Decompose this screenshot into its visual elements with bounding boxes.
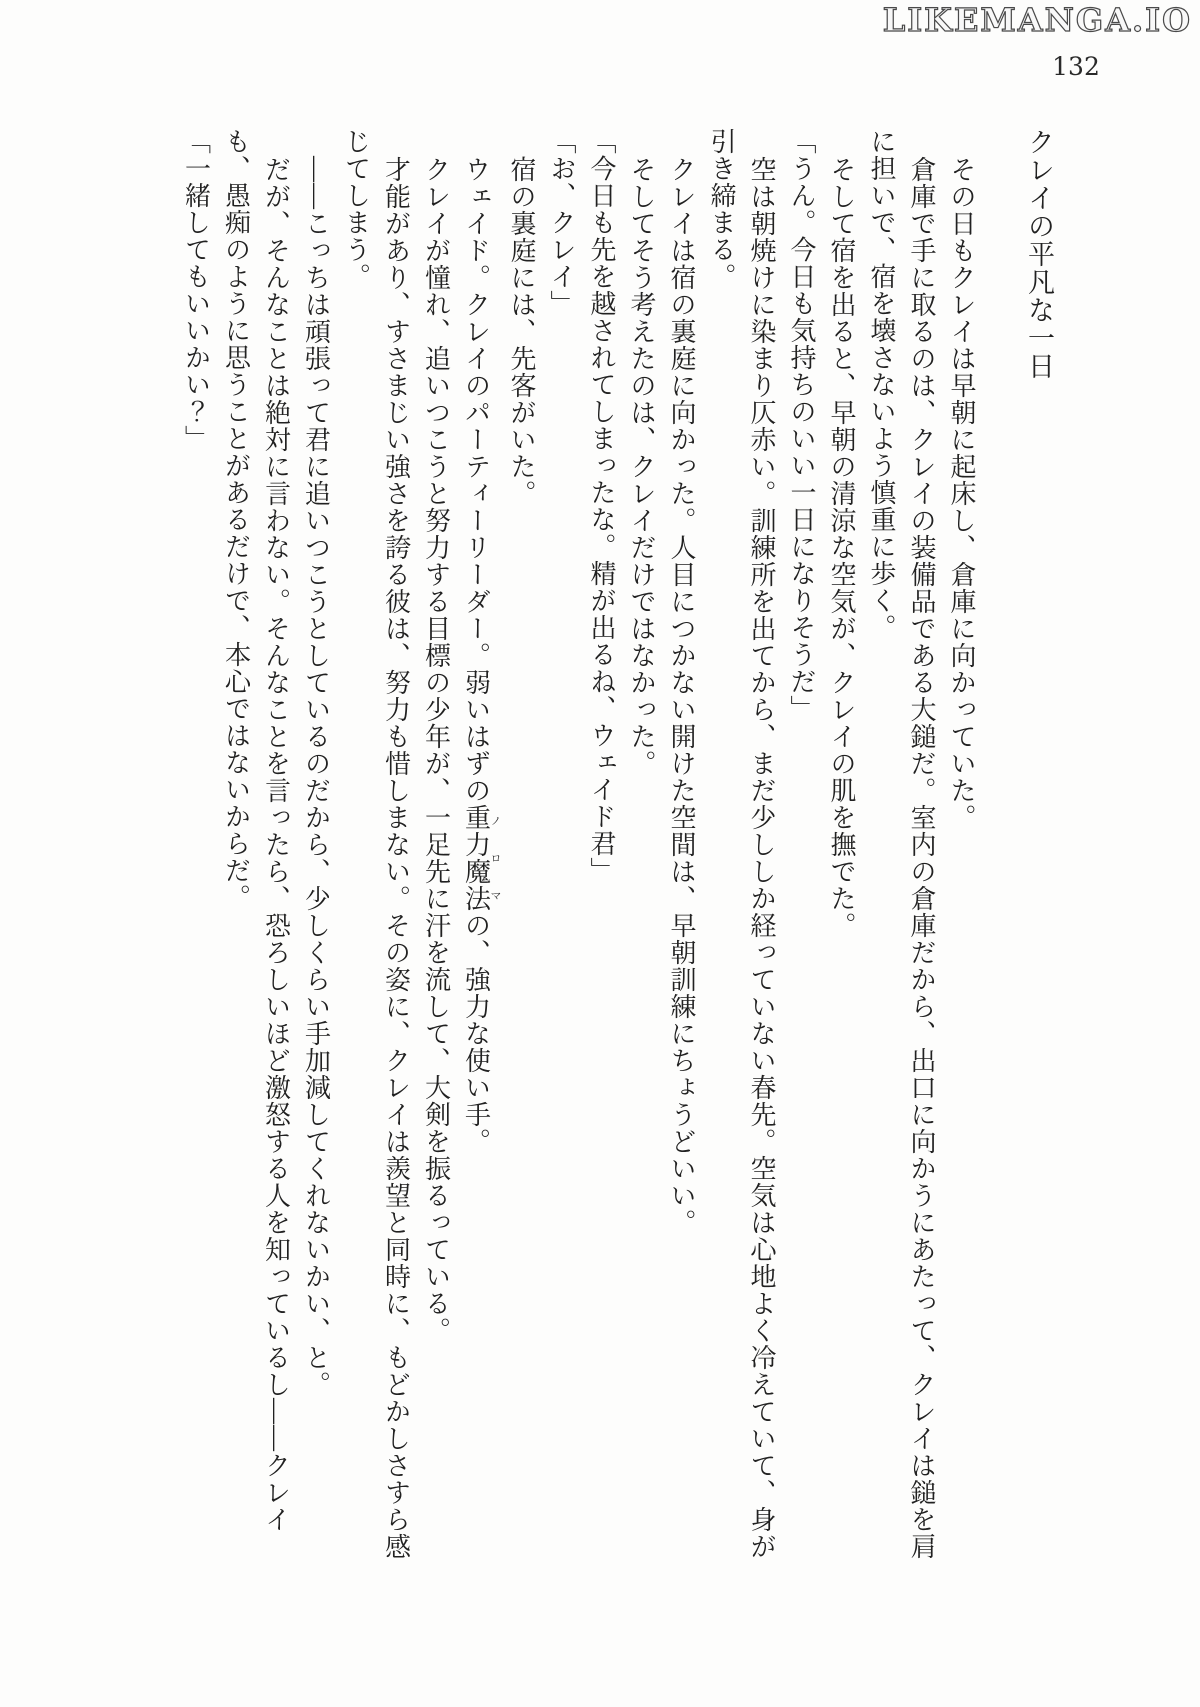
text-line: だが、そんなことは絶対に言わない。そんなことを言ったら、恐ろしいほど激怒する人を知っているし――クレイ — [261, 156, 291, 1533]
text-line: ウェイド。クレイのパーティーリーダー。弱いはずの重力魔法ノロマの、強力な使い手。 — [461, 156, 501, 1155]
text-line: も、愚痴のように思うことがあるだけで、本心ではないからだ。 — [221, 128, 251, 911]
text-line: 倉庫で手に取るのは、クレイの装備品である大鎚だ。室内の倉庫だから、出口に向かうにあたって、クレイは鎚を肩 — [907, 156, 936, 1560]
text-line: その日もクレイは早朝に起床し、倉庫に向かっていた。 — [947, 156, 976, 831]
text-line: に担いで、宿を壊さないよう慎重に歩く。 — [867, 128, 896, 641]
text-line: 「お、クレイ」 — [547, 128, 576, 317]
text-line: 「うん。今日も気持ちのいい一日になりそうだ」 — [787, 128, 816, 722]
site-watermark: LIKEMANGA.IO — [882, 1, 1192, 39]
text-line: 引き締まる。 — [707, 128, 736, 290]
text-line: 才能があり、すさまじい強さを誇る彼は、努力も惜しまない。その姿に、クレイは羨望と同時に、もどかしさすら感 — [381, 156, 411, 1560]
text-line: クレイが憧れ、追いつこうと努力する目標の少年が、一足先に汗を流して、大剣を振るっている。 — [421, 156, 451, 1344]
vertical-text-block — [176, 128, 1060, 1588]
page-number: 132 — [1052, 52, 1100, 81]
furigana: ノロマ — [489, 804, 501, 912]
text-line: 「一緒してもいいかい？」 — [181, 128, 211, 452]
text-line: ――こっちは頑張って君に追いつこうとしているのだから、少しくらい手加減してくれないかい、と。 — [301, 156, 331, 1398]
text-line: そして宿を出ると、早朝の清涼な空気が、クレイの肌を撫でた。 — [827, 156, 856, 939]
text-line: そしてそう考えたのは、クレイだけではなかった。 — [627, 156, 656, 777]
chapter-title: クレイの平凡な一日 — [1024, 128, 1054, 380]
text-line: 宿の裏庭には、先客がいた。 — [507, 156, 536, 507]
text-line: 「今日も先を越されてしまったな。精が出るね、ウェイド君」 — [587, 128, 616, 884]
text-line: クレイは宿の裏庭に向かった。人目につかない開けた空間は、早朝訓練にちょうどいい。 — [667, 156, 696, 1236]
text-line: じてしまう。 — [341, 128, 371, 290]
text-line: 空は朝焼けに染まり仄赤い。訓練所を出てから、まだ少ししか経っていない春先。空気は心地よく冷えていて、身が — [747, 156, 776, 1560]
